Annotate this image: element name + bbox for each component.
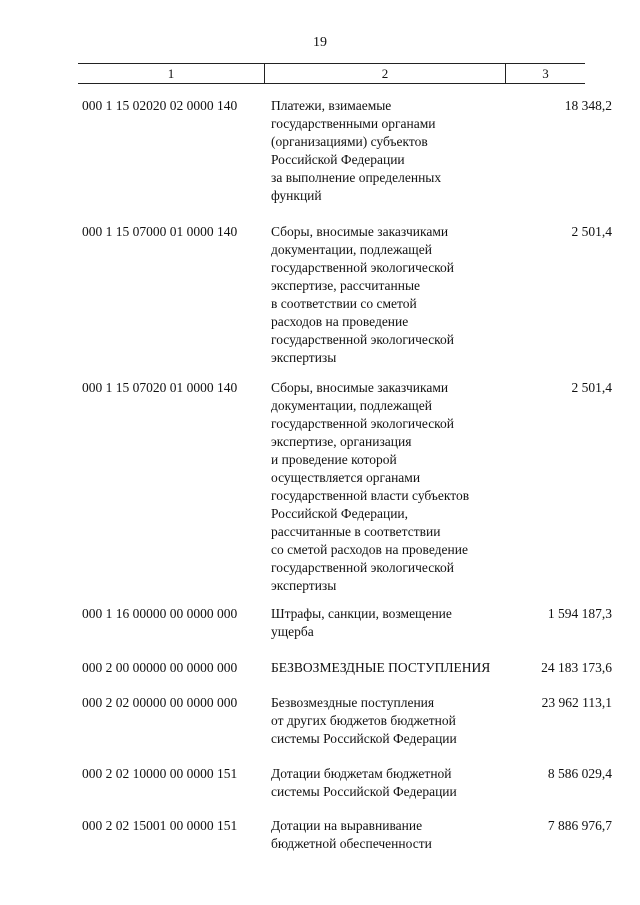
- row-code: 000 1 16 00000 00 0000 000: [82, 606, 238, 621]
- row-amount: 2 501,4: [571, 380, 612, 395]
- row-description: [271, 97, 511, 205]
- desc-line: экспертизе, рассчитанные: [271, 278, 421, 293]
- row-code: 000 2 02 00000 00 0000 000: [82, 695, 238, 710]
- header-col-3: 3: [542, 66, 549, 81]
- desc-line: документации, подлежащей: [271, 242, 432, 257]
- row-description: [271, 694, 511, 748]
- row-amount: 18 348,2: [564, 98, 612, 113]
- desc-line: Российской Федерации,: [271, 506, 409, 521]
- desc-line: от других бюджетов бюджетной: [271, 713, 456, 728]
- desc-line: государственными органами: [271, 116, 436, 131]
- table-row: [82, 605, 612, 659]
- row-code: 000 2 00 00000 00 0000 000: [82, 660, 238, 675]
- desc-line: государственной власти субъектов: [271, 488, 470, 503]
- desc-line: Дотации на выравнивание: [271, 818, 423, 833]
- table-header: [78, 63, 585, 84]
- header-col-2: 2: [265, 64, 506, 83]
- row-amount: 1 594 187,3: [547, 606, 612, 621]
- desc-line: осуществляется органами: [271, 470, 421, 485]
- row-amount: 23 962 113,1: [541, 695, 612, 710]
- table-row: [82, 694, 612, 765]
- row-code: 000 2 02 10000 00 0000 151: [82, 766, 238, 781]
- desc-line: системы Российской Федерации: [271, 784, 457, 799]
- table-row: [82, 223, 612, 379]
- desc-line: документации, подлежащей: [271, 398, 432, 413]
- desc-line: бюджетной обеспеченности: [271, 836, 432, 851]
- desc-line: государственной экологической: [271, 560, 455, 575]
- row-code: 000 2 02 15001 00 0000 151: [82, 818, 238, 833]
- table-body: [82, 97, 612, 857]
- desc-line: в соответствии со сметой: [271, 296, 417, 311]
- table-row: [82, 765, 612, 817]
- desc-line: экспертизы: [271, 578, 337, 593]
- row-description: [271, 817, 511, 853]
- row-amount: 7 886 976,7: [547, 818, 612, 833]
- header-col-1: 1: [78, 64, 265, 83]
- desc-line: расходов на проведение: [271, 314, 409, 329]
- desc-line: БЕЗВОЗМЕЗДНЫЕ ПОСТУПЛЕНИЯ: [271, 660, 491, 675]
- desc-line: экспертизы: [271, 350, 337, 365]
- desc-line: государственной экологической: [271, 260, 455, 275]
- table-row: [82, 97, 612, 223]
- desc-line: Безвозмездные поступления: [271, 695, 435, 710]
- desc-line: Штрафы, санкции, возмещение: [271, 606, 452, 621]
- desc-line: за выполнение определенных: [271, 170, 442, 185]
- desc-line: экспертизе, организация: [271, 434, 412, 449]
- page-number: 19: [313, 35, 327, 50]
- desc-line: Сборы, вносимые заказчиками: [271, 224, 449, 239]
- desc-line: со сметой расходов на проведение: [271, 542, 468, 557]
- row-description: [271, 223, 511, 367]
- row-amount: 24 183 173,6: [541, 660, 612, 675]
- table-row: [82, 817, 612, 857]
- row-code: 000 1 15 02020 02 0000 140: [82, 98, 238, 113]
- desc-line: и проведение которой: [271, 452, 397, 467]
- desc-line: ущерба: [271, 624, 314, 639]
- row-description: [271, 765, 511, 801]
- row-amount: 2 501,4: [571, 224, 612, 239]
- desc-line: Дотации бюджетам бюджетной: [271, 766, 452, 781]
- desc-line: функций: [271, 188, 322, 203]
- row-code: 000 1 15 07020 01 0000 140: [82, 380, 238, 395]
- desc-line: рассчитанные в соответствии: [271, 524, 441, 539]
- table-row: [82, 659, 612, 694]
- row-amount: 8 586 029,4: [547, 766, 612, 781]
- desc-line: системы Российской Федерации: [271, 731, 457, 746]
- desc-line: (организациями) субъектов: [271, 134, 428, 149]
- row-description: [271, 379, 511, 595]
- desc-line: Российской Федерации: [271, 152, 405, 167]
- desc-line: Платежи, взимаемые: [271, 98, 392, 113]
- row-description: [271, 659, 511, 677]
- desc-line: государственной экологической: [271, 332, 455, 347]
- row-description: [271, 605, 511, 641]
- row-code: 000 1 15 07000 01 0000 140: [82, 224, 238, 239]
- desc-line: Сборы, вносимые заказчиками: [271, 380, 449, 395]
- desc-line: государственной экологической: [271, 416, 455, 431]
- table-row: [82, 379, 612, 605]
